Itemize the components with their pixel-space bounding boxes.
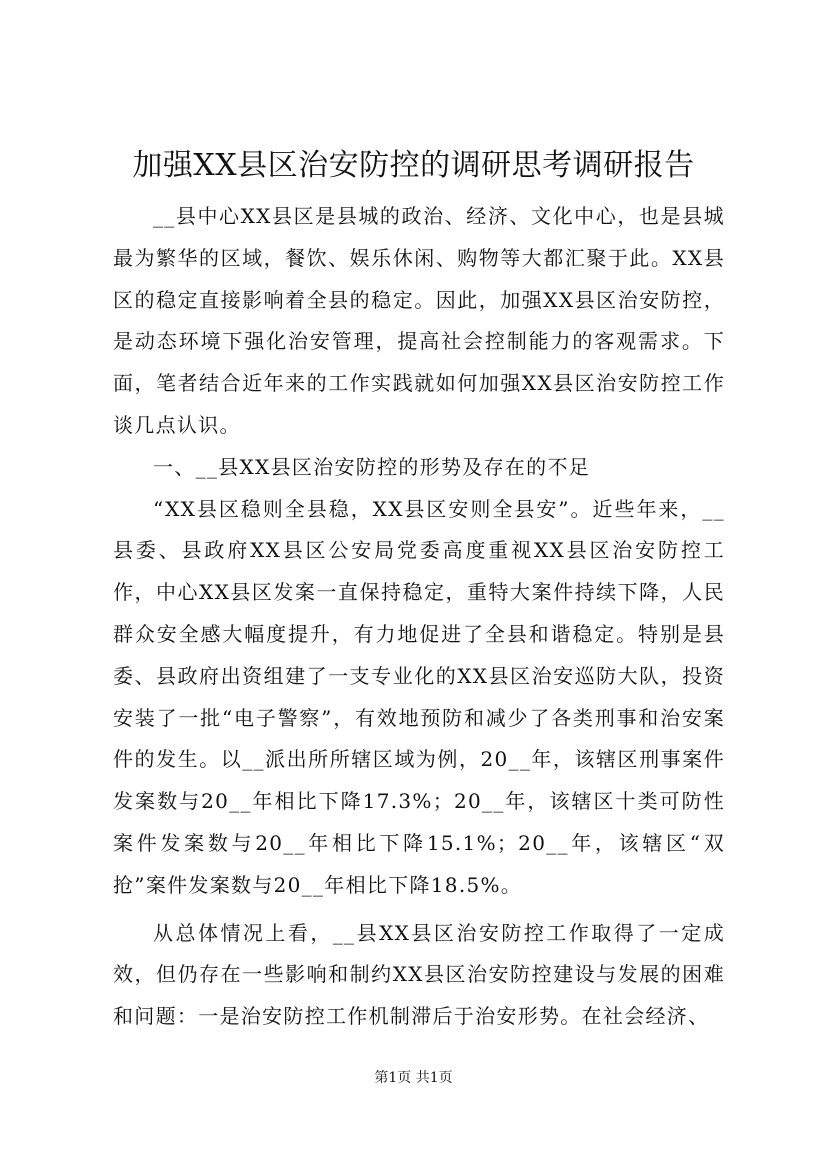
paragraph-intro: __县中心XX县区是县城的政治、经济、文化中心，也是县城最为繁华的区域，餐饮、娱乐休闲、购物等大都汇聚于此。XX县区的稳定直接影响着全县的稳定。因此，加强XX县区治安防控，是动态环境下强化治安管理，提高社会控制能力的客观需求。下面，笔者结合近年来的工作实践就如何加强XX县区治安防控工作谈几点认识。	[113, 204, 725, 437]
document-body	[113, 196, 725, 1038]
page-number-label: 第1页 共1页	[374, 1070, 453, 1086]
paragraph-situation: “XX县区稳则全县稳，XX县区安则全县安”。近些年来，__县委、县政府XX县区公安局党委高度重视XX县区治安防控工作，中心XX县区发案一直保持稳定，重特大案件持续下降，人民群众安全感大幅度提升，有力地促进了全县和谐稳定。特别是县委、县政府出资组建了一支专业化的XX县区治安巡防大队，投资安装了一批“电子警察”，有效地预防和减少了各类刑事和治安案件的发生。以__派出所所辖区域为例，20__年，该辖区刑事案件发案数与20__年相比下降17.3%；20__年，该辖区十类可防性案件发案数与20__年相比下降15.1%；20__年，该辖区“双抢”案件发案数与20__年相比下降18.5%。	[113, 496, 725, 897]
document-title: 加强XX县区治安防控的调研思考调研报告	[132, 148, 695, 183]
paragraph-problems: 从总体情况上看，__县XX县区治安防控工作取得了一定成效，但仍存在一些影响和制约XX县区治安防控建设与发展的困难和问题：一是治安防控工作机制滞后于治安形势。在社会经济、	[113, 920, 725, 1029]
page-footer	[0, 1068, 827, 1088]
section-heading-1: 一、__县XX县区治安防控的形势及存在的不足	[153, 454, 591, 479]
